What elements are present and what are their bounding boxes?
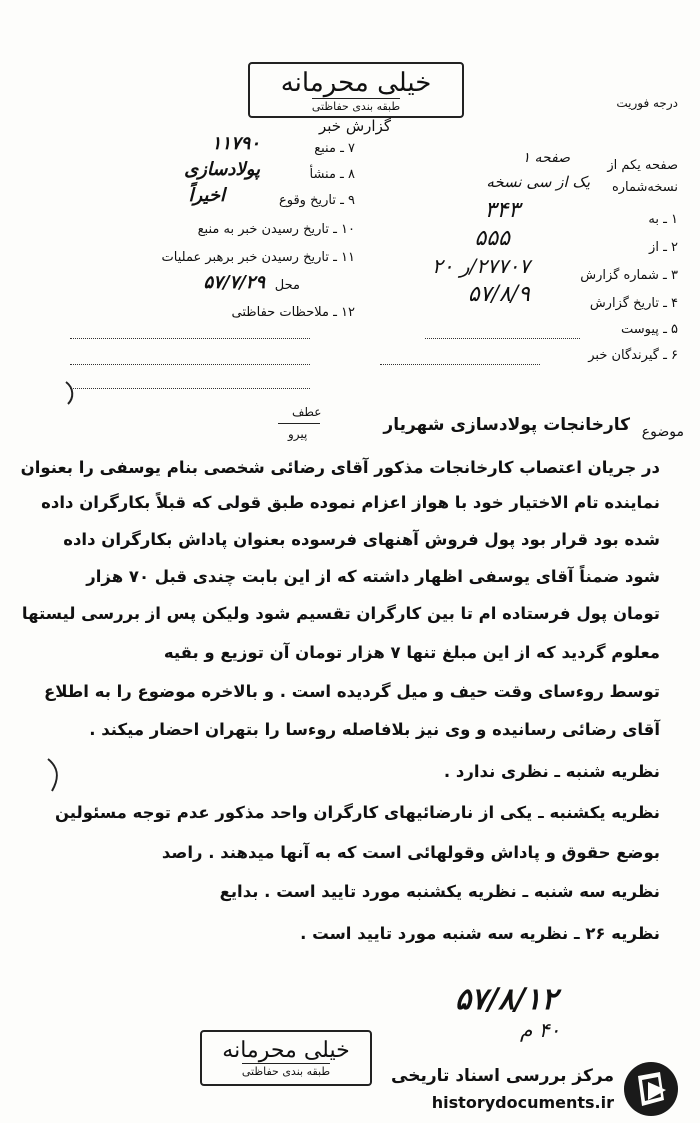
field-report-date-label: ۴ ـ تاریخ گزارش	[589, 296, 678, 311]
dotted-line	[425, 338, 580, 339]
handwritten-note: ۴۰ م	[520, 1018, 561, 1042]
field-source-receipt-label: ۱۰ ـ تاریخ رسیدن خبر به منبع	[197, 222, 355, 237]
field-source-label: ۷ ـ منبع	[314, 141, 355, 156]
body-line: معلوم گردید که از این مبلغ تنها ۷ هزار تومان آن توزیع و بقیه	[163, 643, 660, 662]
stamp-main-text: خیلی محرمانه	[280, 67, 432, 98]
body-line: توسط روءسای وقت حیف و میل گردیده است . و بالاخره موضوع را به اطلاع	[43, 682, 660, 701]
page-value: صفحه ۱	[522, 150, 570, 166]
body-line: نظریه شنبه ـ نظری ندارد .	[443, 762, 660, 781]
margin-mark	[40, 755, 70, 795]
field-occurrence-date-label: ۹ ـ تاریخ وقوع	[278, 193, 355, 208]
body-line: نظریه ۲۶ ـ نظریه سه شنبه مورد تایید است .	[300, 924, 660, 943]
stamp-label: طبقه بندی حفاظتی	[241, 1065, 331, 1078]
field-origin-value: پولادسازی	[184, 159, 260, 180]
report-heading: گزارش خبر	[319, 117, 391, 135]
top-classification-stamp	[248, 62, 464, 118]
margin-mark	[60, 378, 80, 408]
field-from-label: ۲ ـ از	[649, 240, 678, 255]
page-label: صفحه یکم از	[607, 158, 678, 173]
field-report-number-value: ۲۷۷۰۷/ر ۲۰	[432, 254, 530, 278]
body-line: تومان پول فرستاده ام تا بین کارگران تقسیم شود ولیکن پس از بررسی لیستها	[21, 604, 660, 623]
field-location-value: ۵۷/۷/۲۹	[203, 272, 265, 293]
body-line: آقای رضائی رسانیده و وی نیز بلافاصله روءسا را بتهران احضار میکند .	[89, 720, 660, 739]
body-line: شود ضمناً آقای یوسفی اظهار داشته که از این بابت چندی قبل ۷۰ هزار	[86, 567, 660, 586]
dotted-line	[70, 388, 310, 389]
field-operations-receipt-label: ۱۱ ـ تاریخ رسیدن خبر برهبر عملیات	[161, 250, 355, 265]
body-line: در جریان اعتصاب کارخانجات مذکور آقای رضائی شخصی بنام یوسفی را بعنوان	[20, 458, 660, 477]
priority-label: درجه فوریت	[616, 96, 678, 110]
field-to-label: ۱ ـ به	[648, 212, 678, 227]
reference-label: عطف	[292, 405, 322, 419]
copy-label: نسخه‌شماره	[611, 180, 678, 195]
body-line: نظریه سه شنبه ـ نظریه یکشنبه مورد تایید است . بدایع	[219, 882, 660, 901]
subject-label: موضوع	[641, 424, 684, 440]
body-line: شده بود قرار بود پول فروش آهنهای فرسوده بعنوان پاداش بکارگران داده	[63, 530, 660, 549]
followup-label: پیرو	[288, 427, 308, 441]
body-line: نظریه یکشنبه ـ یکی از نارضائیهای کارگران واحد مذکور عدم توجه مسئولین	[54, 803, 660, 822]
field-report-number-label: ۳ ـ شماره گزارش	[580, 268, 678, 283]
stamp-main-text: خیلی محرمانه	[222, 1038, 350, 1063]
subject-value: کارخانجات پولادسازی شهریار	[383, 415, 630, 435]
body-line: بوضع حقوق و پاداش وقولهائی است که به آنها میدهند . راصد	[161, 843, 660, 862]
stamp-label: طبقه بندی حفاظتی	[311, 99, 401, 113]
field-from-value: ۵۵۵	[474, 226, 510, 251]
reference-divider	[278, 423, 320, 424]
dotted-line	[380, 364, 540, 365]
bottom-classification-stamp	[200, 1030, 372, 1086]
field-recipients-label: ۶ ـ گیرندگان خبر	[588, 348, 678, 363]
field-report-date-value: ۵۷/۸/۹	[467, 282, 530, 307]
archive-logo-icon	[620, 1060, 682, 1118]
copy-value: یک از سی نسخه	[486, 173, 590, 191]
dotted-line	[70, 338, 310, 339]
field-attachment-label: ۵ ـ پیوست	[621, 322, 678, 337]
field-location-label: محل	[274, 278, 300, 293]
field-source-value: ۱۱۷۹۰	[211, 133, 260, 154]
footer-url: historydocuments.ir	[431, 1093, 614, 1112]
field-to-value: ۳۴۳	[484, 198, 520, 223]
field-occurrence-date-value: اخیراً	[188, 185, 225, 206]
dotted-line	[70, 364, 310, 365]
footer-org-name: مرکز بررسی اسناد تاریخی	[391, 1066, 614, 1086]
body-line: نماینده تام الاختیار خود با هواز اعزام نموده طبق قولی که قبلاً بکارگران داده	[41, 493, 660, 512]
field-security-notes-label: ۱۲ ـ ملاحظات حفاظتی	[231, 305, 355, 320]
handwritten-date: ۵۷/۸/۱۲	[455, 982, 558, 1017]
field-origin-label: ۸ ـ منشأ	[309, 167, 355, 182]
